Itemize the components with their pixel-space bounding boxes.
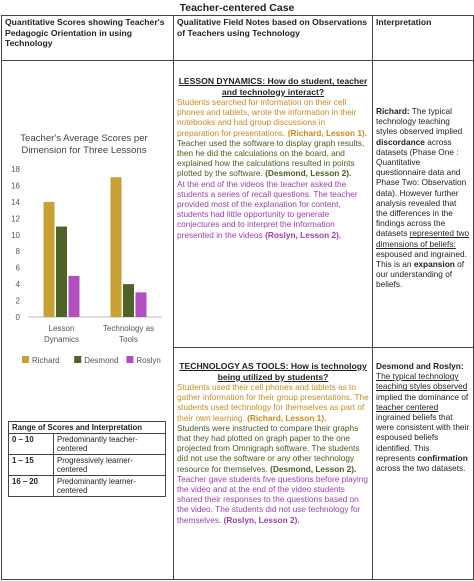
x-tick-label: Dynamics — [43, 335, 80, 344]
y-tick-label: 4 — [15, 280, 20, 290]
x-tick-label: Technology as — [102, 324, 155, 333]
y-tick-label: 16 — [11, 181, 20, 191]
note-text: Students used their cell phones and tablets as to gather information for their group presentations. The students used technology for themselves as part of their own learning. — [177, 382, 369, 423]
interpretation-desmond-roslyn — [373, 348, 474, 580]
interp-keyword: confirmation — [417, 452, 468, 463]
note-tag: (Desmond, Lesson 2). — [270, 463, 357, 474]
interp-name: Richard: — [376, 106, 410, 116]
legend-label: Desmond — [84, 356, 119, 365]
note-text: At the end of the videos the teacher asked the students a series of recall questions. The teacher provided most of the explanation for content, students had little opportunity to generate conjectures and to interpret the information presented in the videos — [177, 178, 358, 240]
range-label: Predominantly teacher-centered — [54, 434, 166, 455]
bar-desmond — [56, 227, 67, 317]
interp-text: of our understanding of beliefs. — [376, 259, 465, 290]
note-richard — [177, 97, 369, 138]
range-header: Range of Scores and Interpretation — [9, 422, 166, 434]
legend-swatch-roslyn — [126, 356, 133, 363]
header-quantitative: Quantitative Scores showing Teacher's Pedagogic Orientation in using Technology — [2, 16, 174, 61]
lesson-dynamics-notes — [174, 61, 373, 348]
y-tick-label: 18 — [11, 165, 20, 174]
bar-richard — [111, 177, 122, 317]
bar-desmond — [123, 284, 134, 317]
note-tag: (Roslyn, Lesson 2). — [223, 514, 300, 525]
interpretation-richard — [373, 61, 474, 348]
note-tag: (Desmond, Lesson 2). — [265, 168, 352, 179]
interp-text: implied the dominance of — [376, 391, 469, 402]
range-value: 0 – 10 — [9, 434, 54, 455]
legend-label: Richard — [32, 356, 60, 365]
interp-keyword: discordance — [376, 136, 425, 147]
bar-chart — [2, 161, 172, 376]
interp-underlined: represented two dimensions of beliefs: — [376, 228, 470, 249]
legend-swatch-desmond — [74, 356, 81, 363]
interp-keyword: expansion — [413, 259, 455, 270]
y-tick-label: 2 — [15, 296, 20, 306]
bar-roslyn — [69, 276, 80, 317]
note-richard — [177, 382, 369, 423]
section-heading-lesson-dynamics: LESSON DYNAMICS: How do student, teacher and technology interact? — [178, 76, 368, 97]
range-value: 1 – 15 — [9, 455, 54, 476]
section-heading-technology-tools: TECHNOLOGY AS TOOLS: How is technology being utilized by students? — [179, 361, 367, 382]
note-desmond — [177, 423, 369, 474]
note-text: Students searched for information on their cell phones and tablets, wrote the information in their notebooks and had group discussions in preparation for presentations. — [177, 97, 357, 138]
note-text: Teacher used the software to display graph results, then he did the calculations on the board, and explained how the calculations resulted in points plotted by the software. — [177, 137, 365, 179]
y-tick-label: 0 — [15, 313, 20, 322]
x-tick-label: Tools — [119, 335, 138, 344]
note-text: Teacher gave students five questions before playing the video and at the end of the video students shared their responses to the questions based on the video. The students did not use technology for themselves. — [177, 473, 368, 525]
note-desmond — [177, 138, 369, 179]
interp-name: Desmond and Roslyn: — [376, 361, 464, 371]
x-tick-label: Lesson — [48, 324, 75, 333]
legend-label: Roslyn — [136, 356, 161, 365]
range-table — [8, 421, 166, 497]
chart-title: Teacher's Average Scores per Dimension for Three Lessons — [20, 133, 148, 156]
bar-richard — [44, 202, 55, 317]
quantitative-cell — [2, 61, 174, 580]
range-value: 16 – 20 — [9, 476, 54, 497]
header-qualitative: Qualitative Field Notes based on Observations of Teachers using Technology — [174, 16, 373, 61]
technology-tools-notes — [174, 348, 373, 580]
note-tag: (Richard, Lesson 1). — [247, 412, 327, 423]
note-tag: (Roslyn, Lesson 2). — [265, 229, 342, 240]
range-row — [9, 455, 166, 476]
note-tag: (Richard, Lesson 1). — [287, 127, 368, 138]
interp-text: across datasets (Phase One : Quantitative questionnaire data and Phase Two: Observation data). However further analysis revealed that the differences in the findings across the datasets — [376, 136, 467, 239]
range-label: Predominantly learner-centered — [54, 476, 166, 497]
page-title: Teacher-centered Case — [179, 2, 295, 14]
header-interpretation: Interpretation — [373, 16, 474, 61]
y-tick-label: 6 — [15, 263, 20, 273]
y-tick-label: 8 — [15, 247, 20, 257]
interp-text: across the two datasets. — [376, 463, 466, 474]
interp-underlined: The typical technology teaching styles observed — [376, 371, 468, 392]
note-text: Students were instructed to compare their graphs that they had plotted on graph paper to the one projected from Omnigraph software. The students did not use the software or any other technology resource for themselves. — [177, 422, 360, 474]
y-tick-label: 12 — [11, 214, 20, 224]
y-tick-label: 10 — [11, 230, 20, 240]
bar-roslyn — [136, 292, 147, 317]
interp-text: The typical technology teaching styles observed implied — [376, 106, 463, 137]
interp-underlined: teacher centered — [376, 401, 439, 412]
interp-text: espoused and ingrained. This is an — [376, 248, 467, 270]
range-label: Progressively learner-centered — [54, 455, 166, 476]
range-row — [9, 434, 166, 455]
range-row — [9, 476, 166, 497]
case-table — [1, 15, 474, 580]
note-roslyn — [177, 179, 369, 240]
legend-swatch-richard — [22, 356, 29, 363]
y-tick-label: 14 — [11, 197, 20, 207]
note-roslyn — [177, 474, 369, 525]
interp-text: ingrained beliefs that were consistent with their espoused beliefs identified. This represents — [376, 412, 470, 463]
